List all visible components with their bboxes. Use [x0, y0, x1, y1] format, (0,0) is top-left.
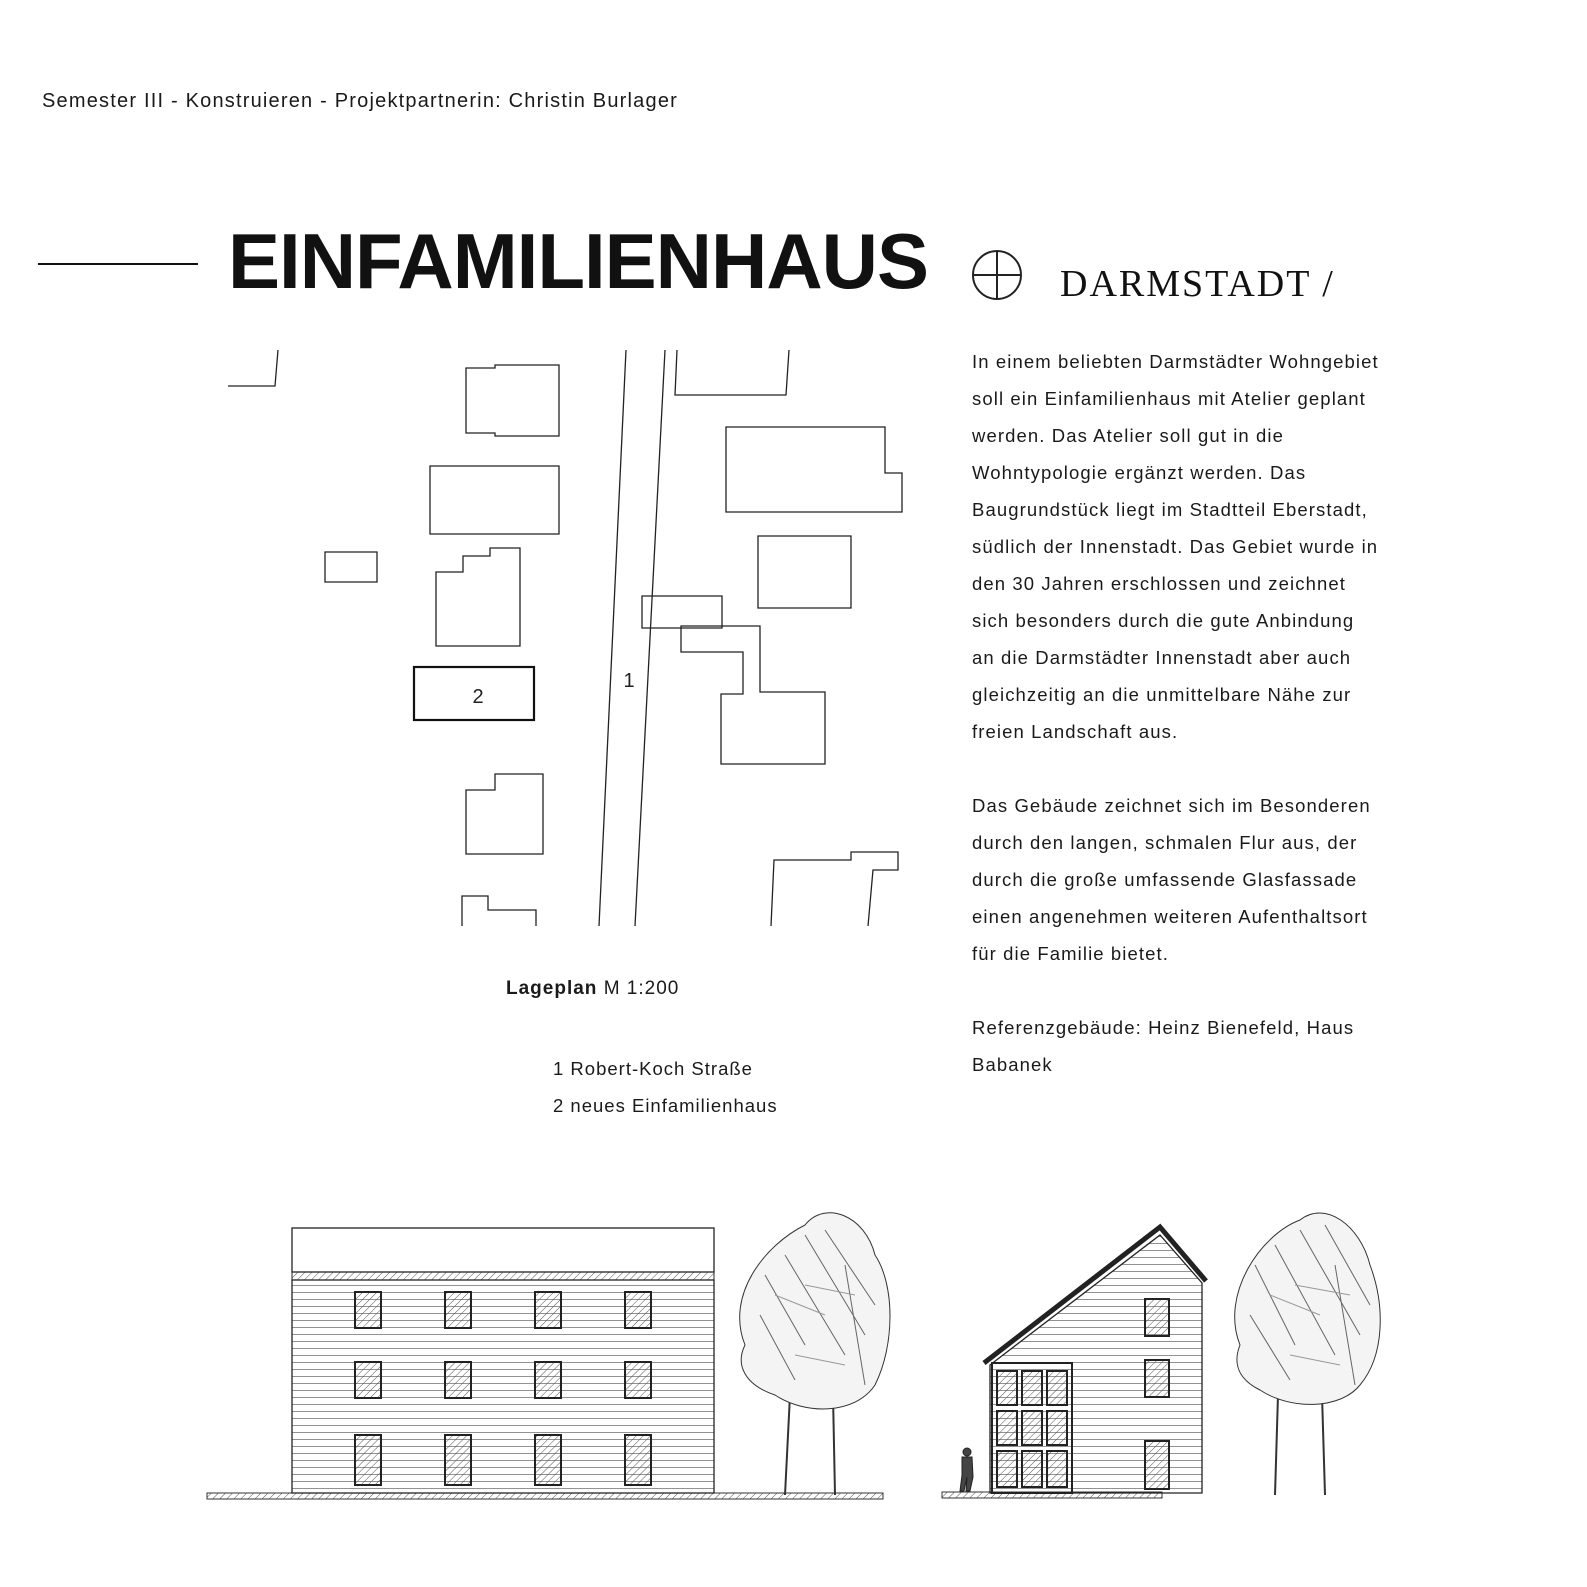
building-outline [430, 466, 559, 534]
site-plan-legend [553, 1050, 778, 1124]
site-plan-caption [506, 978, 679, 1000]
window [445, 1362, 471, 1398]
person-silhouette-icon [960, 1448, 973, 1491]
building-outline [642, 596, 722, 628]
window [445, 1435, 471, 1485]
site-plan-drawing [228, 348, 918, 928]
front-elevation-drawing [205, 1195, 895, 1510]
description-paragraph: In einem beliebten Darmstädter Wohngebiet soll ein Einfamilienhaus mit Atelier geplant werden. Das Atelier soll gut in die Wohntypologie ergänzt werden. Das Baugrundstück liegt im Stadtteil Eberstadt, südlich der Innenstadt. Das Gebiet wurde in den 30 Jahren erschlossen und zeichnet sich besonders durch die gute Anbindung an die Darmstädter Innenstadt aber auch gleichzeitig an die unmittelbare Nähe zur freien Landschaft aus. [972, 351, 1379, 742]
building-outline [436, 548, 520, 646]
window [355, 1435, 381, 1485]
street-number-label: 1 [623, 670, 635, 692]
legend-item: 2 neues Einfamilienhaus [553, 1095, 778, 1116]
window [625, 1362, 651, 1398]
building-outline [228, 350, 278, 386]
window [355, 1362, 381, 1398]
caption-scale: M 1:200 [603, 978, 680, 999]
building-outline [681, 626, 825, 764]
window [535, 1292, 561, 1328]
street-right-edge [635, 350, 665, 926]
tree-sketch-icon [740, 1213, 890, 1495]
side-elevation-drawing [940, 1195, 1395, 1510]
house-number-label: 2 [472, 686, 484, 708]
title-rule [38, 263, 198, 265]
crosshair-circle-icon [970, 248, 1024, 302]
building-outline [771, 852, 898, 926]
window [355, 1292, 381, 1328]
building-outline [726, 427, 902, 512]
course-header: Semester III - Konstruieren - Projektpartnerin: Christin Burlager [42, 90, 678, 112]
window [535, 1435, 561, 1485]
description-paragraph: Referenzgebäude: Heinz Bienefeld, Haus Babanek [972, 1017, 1355, 1075]
building-outline [466, 365, 559, 436]
window [445, 1292, 471, 1328]
window [535, 1362, 561, 1398]
window [625, 1435, 651, 1485]
street-left-edge [599, 350, 626, 926]
building-outline [675, 350, 789, 395]
building-outline [462, 896, 536, 926]
window [625, 1292, 651, 1328]
description-paragraph: Das Gebäude zeichnet sich im Besonderen durch den langen, schmalen Flur aus, der durch die große umfassende Glasfassade einen angenehmen weiteren Aufenthaltsort für die Familie bietet. [972, 795, 1371, 964]
building-outline [325, 552, 377, 582]
caption-title: Lageplan [506, 978, 598, 999]
building-outline [466, 774, 543, 854]
legend-item: 1 Robert-Koch Straße [553, 1058, 753, 1079]
tree-sketch-icon [1235, 1213, 1381, 1495]
city-title: DARMSTADT / [1060, 263, 1335, 305]
building-outline [758, 536, 851, 608]
project-description [972, 343, 1412, 1120]
page-title: EINFAMILIENHAUS [228, 217, 929, 305]
